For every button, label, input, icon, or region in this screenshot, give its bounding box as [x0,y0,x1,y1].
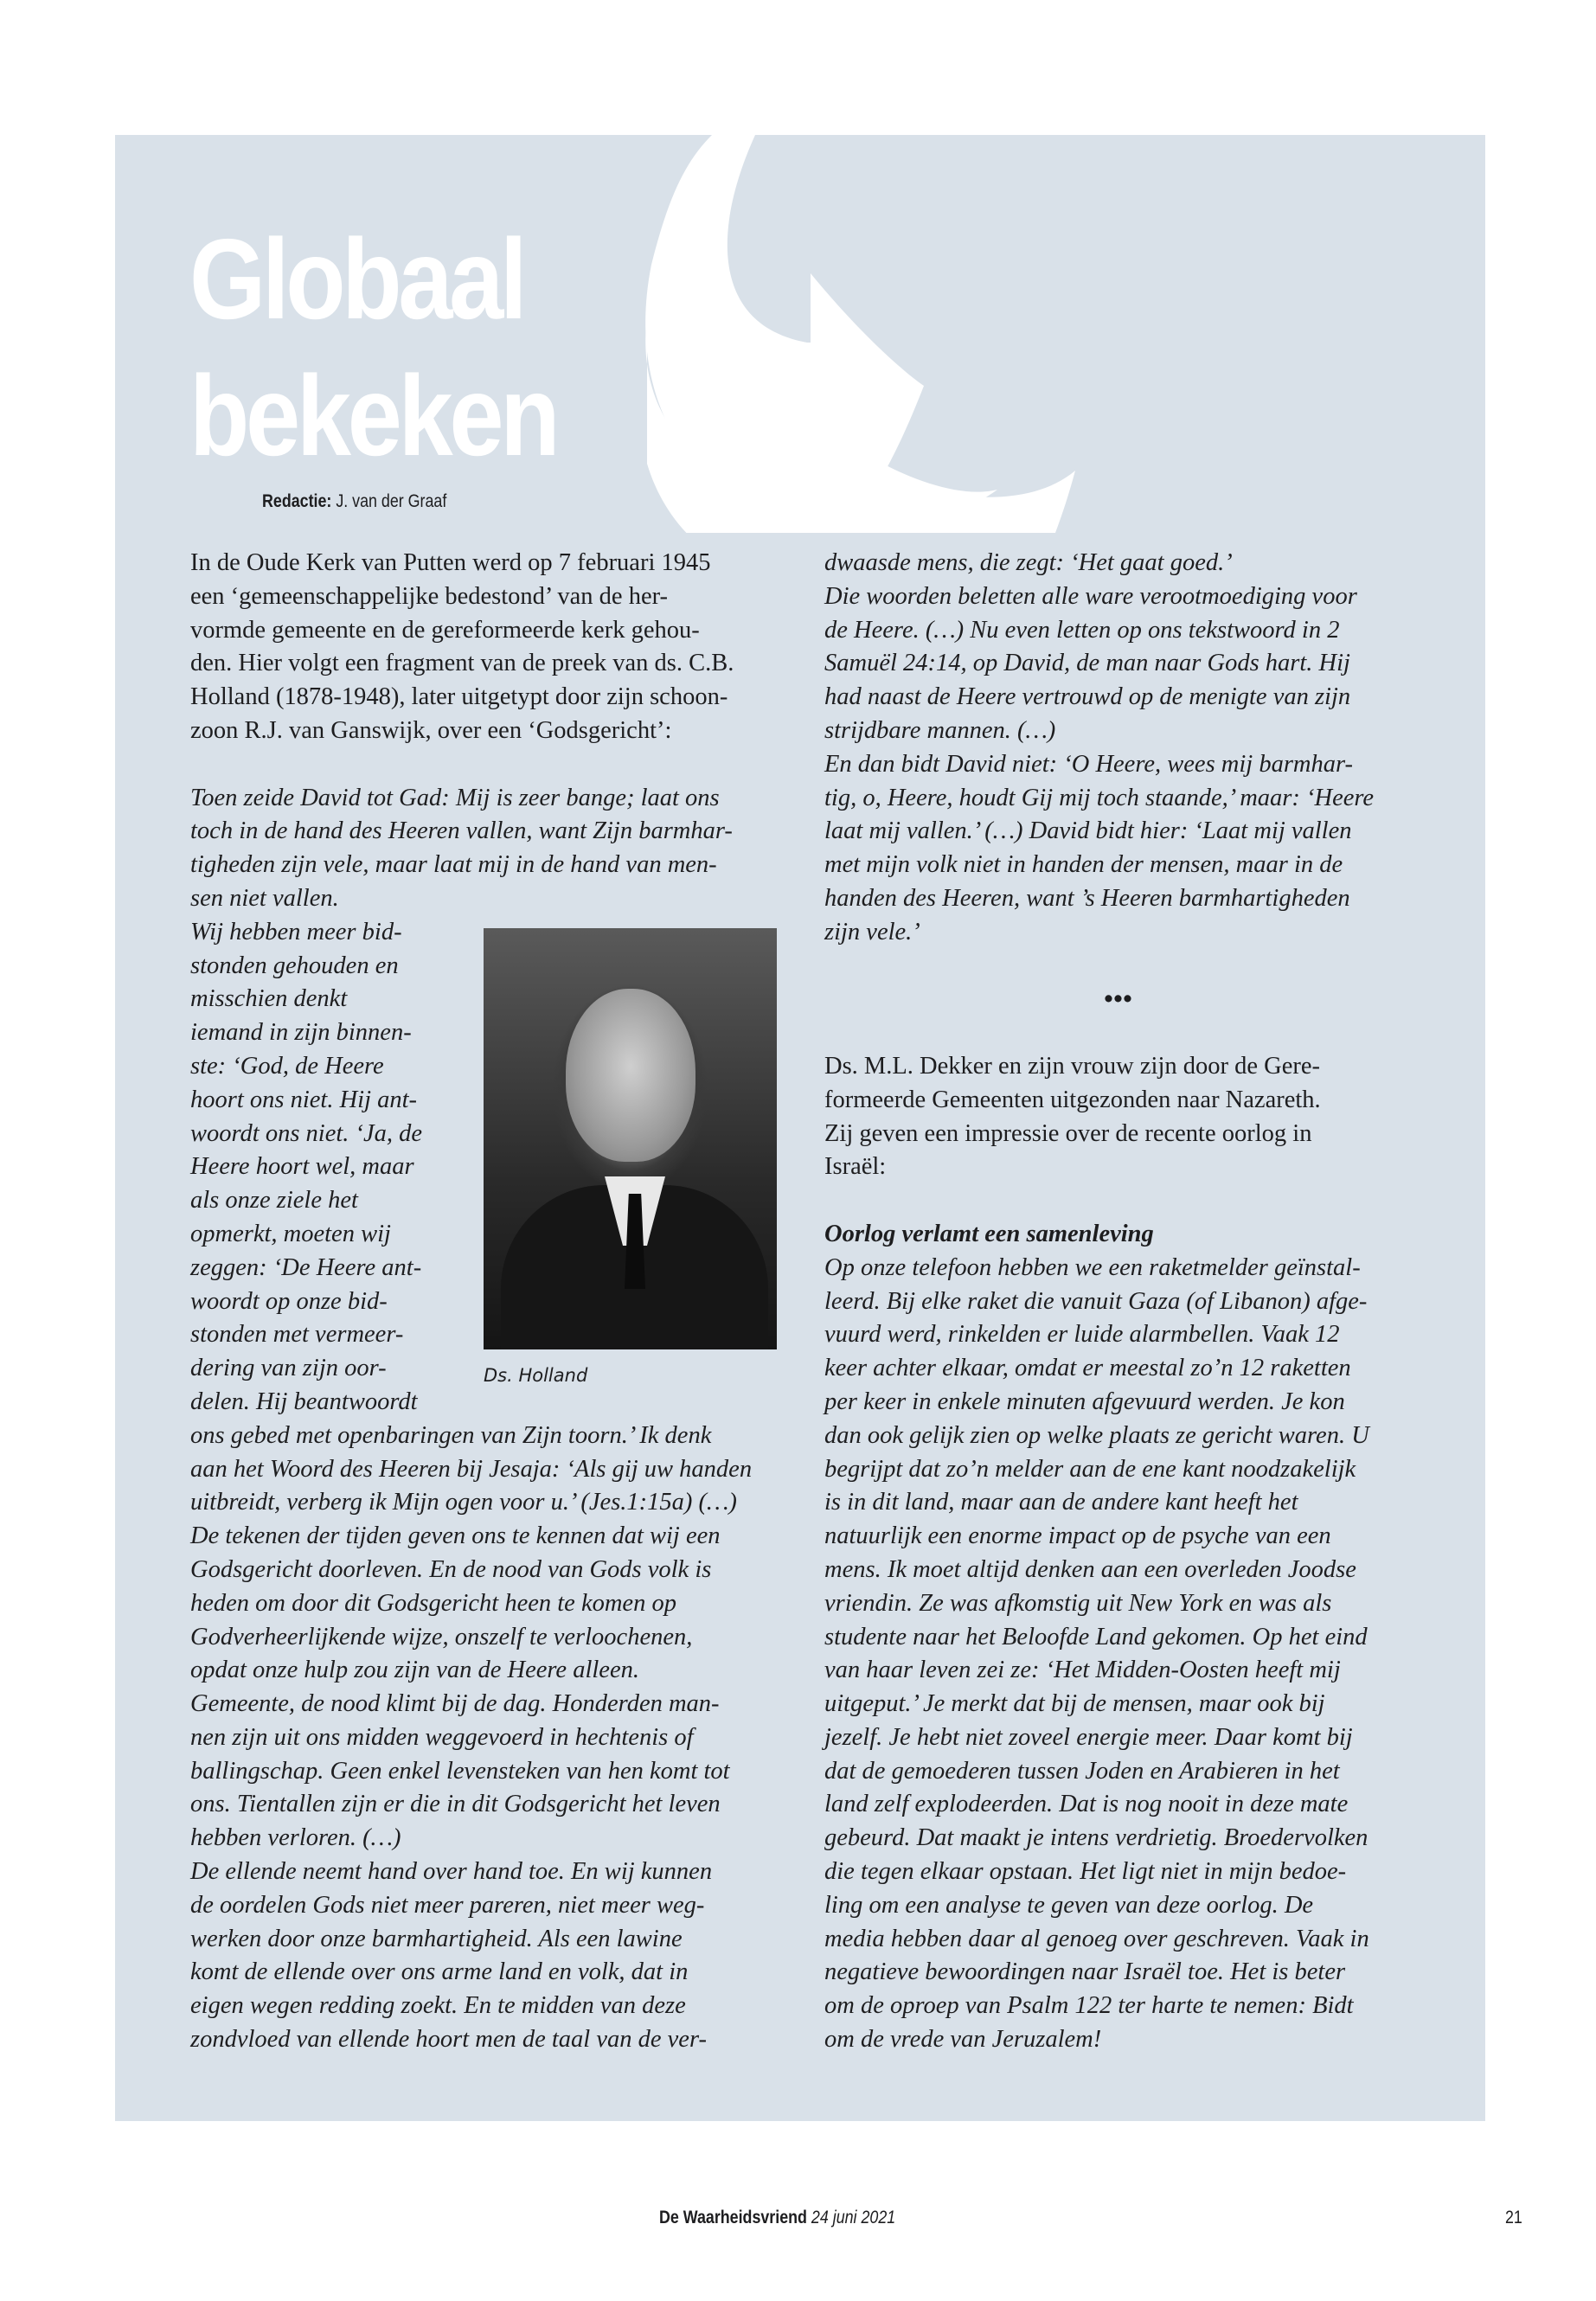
text-line [824,950,1413,984]
text-line [824,1184,1413,1218]
text-line: die tegen elkaar opstaan. Het ligt niet in mijn bedoe- [824,1858,1347,1886]
text-line: dan ook gelijk zien op welke plaats ze gericht waren. U [824,1421,1369,1449]
text-line: opdat onze hulp zou zijn van de Heere alleen. [190,1657,639,1684]
text-line: ons gebed met openbaringen van Zijn toorn.’ Ik denk [190,1421,712,1449]
globe-arrows-icon [582,135,1188,533]
editor-name: J. van der Graaf [336,491,447,511]
text-line: stonden met vermeer- [190,1321,404,1349]
text-line: de Heere. (…) Nu even letten op ons tekstwoord in 2 [824,616,1340,644]
text-line: dat de gemoederen tussen Joden en Arabieren in het [824,1757,1340,1785]
text-line: tigheden zijn vele, maar laat mij in de hand van men- [190,851,717,879]
section-title [189,211,556,484]
text-line: studente naar het Beloofde Land gekomen. Op het eind [824,1623,1368,1650]
text-line: negatieve bewoordingen naar Israël toe. Het is beter [824,1958,1346,1986]
text-line: ons. Tientallen zijn er die in dit Godsgericht het leven [190,1791,721,1818]
text-line: sen niet vallen. [190,884,339,912]
text-line: stonden gehouden en [190,952,399,979]
text-line: jezelf. Je hebt niet zoveel energie meer. Daar komt bij [824,1723,1353,1751]
text-line: Ds. M.L. Dekker en zijn vrouw zijn door de Gere- [824,1052,1320,1080]
photo-head [566,989,695,1162]
text-line: ling om een analyse te geven van deze oorlog. De [824,1891,1314,1919]
text-line: En dan bidt David niet: ‘O Heere, wees mij barmhar- [824,750,1354,778]
text-line: om de oproep van Psalm 122 ter harte te nemen: Bidt [824,1992,1354,2020]
text-line: strijdbare mannen. (…) [824,716,1056,744]
text-line: keer achter elkaar, omdat er meestal zo’n 12 raketten [824,1355,1351,1382]
text-line: werken door onze barmhartigheid. Als een lawine [190,1925,683,1952]
text-line: ste: ‘God, de Heere [190,1052,384,1080]
text-line: De tekenen der tijden geven ons te kennen dat wij een [190,1522,721,1550]
text-line: De ellende neemt hand over hand toe. En wij kunnen [190,1858,713,1886]
subheading: Oorlog verlamt een samenleving [824,1220,1154,1247]
text-line: zijn vele.’ [824,918,920,945]
text-line: Gemeente, de nood klimt bij de dag. Honderden man- [190,1690,720,1718]
text-line: land zelf explodeerden. Dat is nog nooit in deze mate [824,1791,1349,1818]
editor-label: Redactie: [262,491,332,511]
section-divider: ••• [1104,985,1133,1014]
portrait-photo [484,928,777,1349]
text-line: gebeurd. Dat maakt je intens verdrietig. Broedervolken [824,1824,1368,1852]
text-line: Godverheerlijkende wijze, onszelf te verloochenen, [190,1623,693,1650]
text-line: aan het Woord des Heeren bij Jesaja: ‘Als gij uw handen [190,1455,753,1483]
text-line: woordt ons niet. ‘Ja, de [190,1119,423,1147]
text-line: Toen zeide David tot Gad: Mij is zeer bange; laat ons [190,784,720,811]
text-line: Zij geven een impressie over de recente oorlog in [824,1119,1312,1147]
text-line: opmerkt, moeten wij [190,1220,391,1247]
text-line: is in dit land, maar aan de andere kant heeft het [824,1489,1298,1516]
text-line: media hebben daar al genoeg over geschreven. Vaak in [824,1925,1369,1952]
text-line: uitbreidt, verberg ik Mijn ogen voor u.’ (Jes.1:15a) (…) [190,1489,737,1516]
text-line: begrijpt dat zo’n melder aan de ene kant noodzakelijk [824,1455,1356,1483]
text-line: een ‘gemeenschappelijke bedestond’ van de her- [190,582,669,610]
text-line: den. Hier volgt een fragment van de preek van ds. C.B. [190,650,734,677]
text-line: Holland (1878-1948), later uitgetypt door zijn schoon- [190,683,728,711]
text-line: handen des Heeren, want ’s Heeren barmhartigheden [824,884,1350,912]
text-line: had naast de Heere vertrouwd op de menigte van zijn [824,683,1351,711]
right-column [824,547,1413,2057]
text-line: In de Oude Kerk van Putten werd op 7 februari 1945 [190,549,711,576]
text-line [824,1016,1413,1050]
text-line: Samuël 24:14, op David, de man naar Gods hart. Hij [824,650,1350,677]
text-line: uitgeput.’ Je merkt dat bij de mensen, maar ook bij [824,1690,1325,1718]
text-line: woordt op onze bid- [190,1287,388,1315]
text-line [190,748,752,782]
text-line: de oordelen Gods niet meer pareren, niet meer weg- [190,1891,705,1919]
text-line: hebben verloren. (…) [190,1824,401,1852]
text-line: Israël: [824,1153,887,1181]
text-line: Die woorden beletten alle ware verootmoediging voor [824,582,1357,610]
text-line: delen. Hij beantwoordt [190,1388,418,1415]
text-line: Godsgericht doorleven. En de nood van Gods volk is [190,1555,712,1583]
text-line: ballingschap. Geen enkel levensteken van hen komt tot [190,1757,730,1785]
publication-date: 24 juni 2021 [811,2208,896,2227]
title-line-2: bekeken [189,352,557,479]
text-line: hoort ons niet. Hij ant- [190,1086,418,1113]
text-line: van haar leven zei ze: ‘Het Midden-Oosten heeft mij [824,1657,1341,1684]
text-line: leerd. Bij elke raket die vanuit Gaza (of Libanon) afge- [824,1287,1368,1315]
photo-caption: Ds. Holland [484,1365,588,1386]
text-line: heden om door dit Godsgericht heen te komen op [190,1589,676,1617]
text-line: vormde gemeente en de gereformeerde kerk gehou- [190,616,700,644]
text-line: nen zijn uit ons midden weggevoerd in hechtenis of [190,1723,694,1751]
text-line: iemand in zijn binnen- [190,1019,412,1047]
title-line-1: Globaal [189,215,524,343]
text-line: vriendin. Ze was afkomstig uit New York en was als [824,1589,1332,1617]
text-line: formeerde Gemeenten uitgezonden naar Nazareth. [824,1086,1321,1113]
text-line: om de vrede van Jeruzalem! [824,2026,1102,2054]
text-line: Op onze telefoon hebben we een raketmelder geïnstal- [824,1253,1361,1281]
text-line: zeggen: ‘De Heere ant- [190,1253,422,1281]
text-line: Heere hoort wel, maar [190,1153,414,1181]
text-line: per keer in enkele minuten afgevuurd werden. Je kon [824,1388,1345,1415]
text-line: dwaasde mens, die zegt: ‘Het gaat goed.’ [824,549,1233,576]
text-line: laat mij vallen.’ (…) David bidt hier: ‘Laat mij vallen [824,817,1352,845]
text-line: zondvloed van ellende hoort men de taal van de ver- [190,2026,707,2054]
text-line: tig, o, Heere, houdt Gij mij toch staande,’ maar: ‘Heere [824,784,1375,811]
text-line: eigen wegen redding zoekt. En te midden van deze [190,1992,686,2020]
text-line: als onze ziele het [190,1187,358,1215]
article-panel [115,135,1485,2121]
editor-credit [262,491,446,512]
text-line: zoon R.J. van Ganswijk, over een ‘Godsgericht’: [190,716,672,744]
publication-name: De Waarheidsvriend [659,2208,807,2227]
text-line: met mijn volk niet in handen der mensen, maar in de [824,851,1343,879]
text-line: misschien denkt [190,985,348,1013]
text-line: toch in de hand des Heeren vallen, want Zijn barmhar- [190,817,733,845]
footer-publication [659,2208,895,2228]
text-line: mens. Ik moet altijd denken aan een overleden Joodse [824,1555,1356,1583]
text-line: Wij hebben meer bid- [190,918,402,945]
text-line: natuurlijk een enorme impact op de psyche van een [824,1522,1331,1550]
text-line: dering van zijn oor- [190,1355,387,1382]
text-line: komt de ellende over ons arme land en volk, dat in [190,1958,689,1986]
page-number: 21 [1505,2208,1522,2227]
text-line: vuurd werd, rinkelden er luide alarmbellen. Vaak 12 [824,1321,1340,1349]
